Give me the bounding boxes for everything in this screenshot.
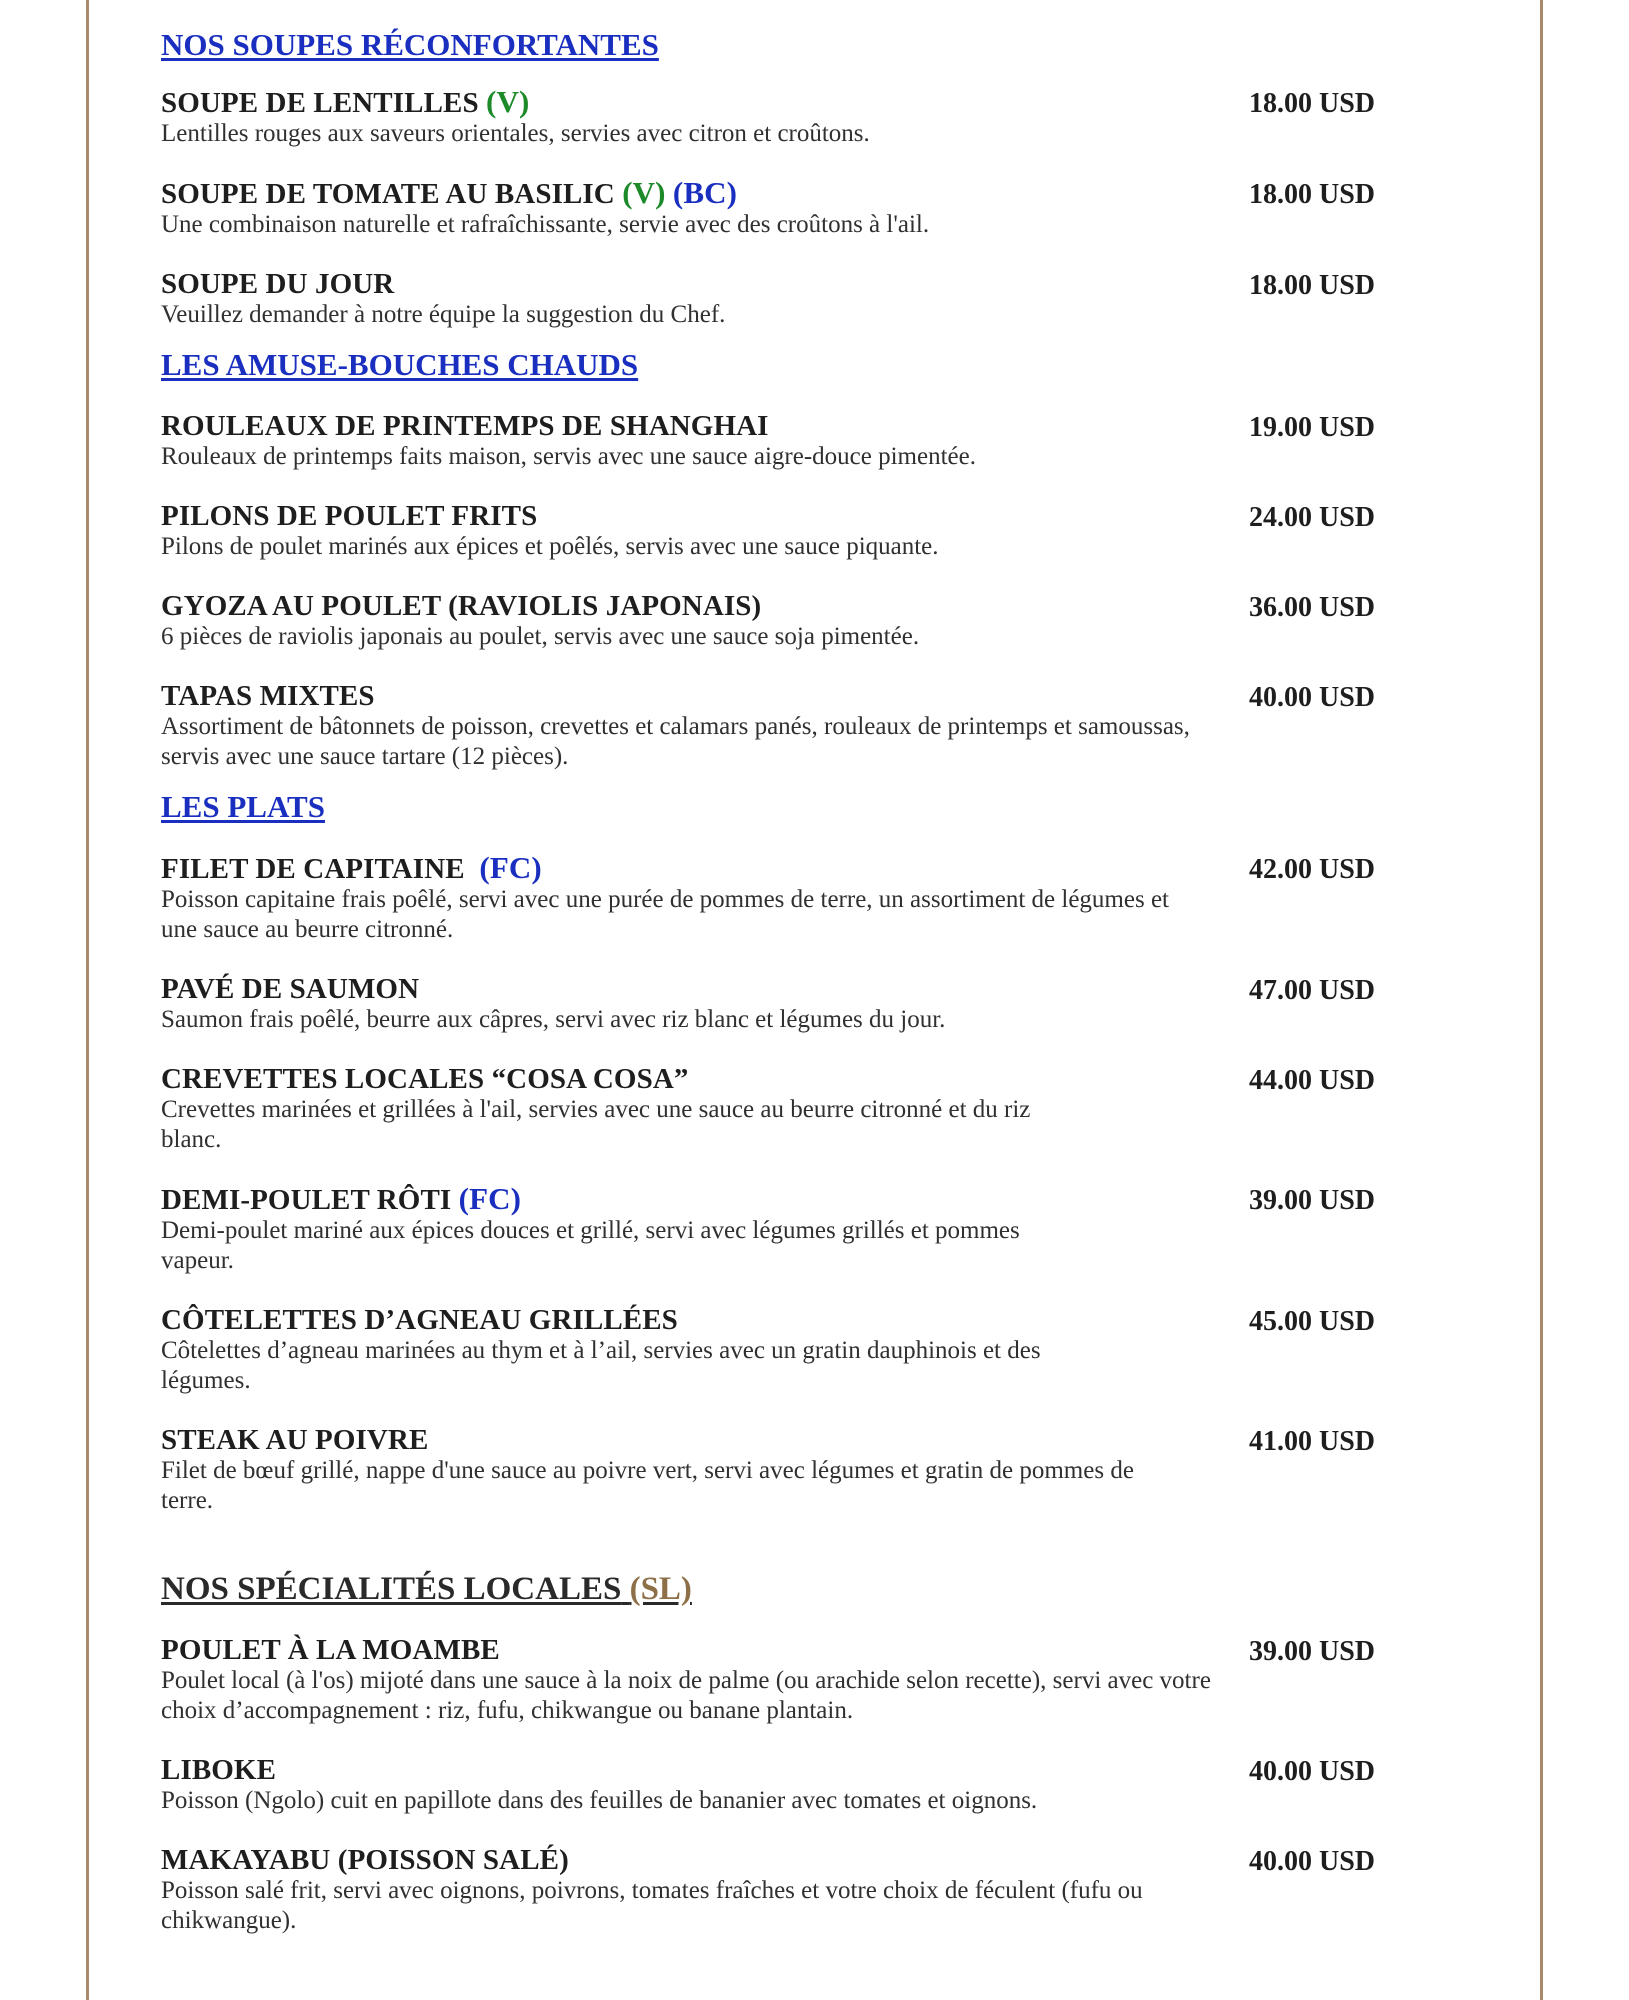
item-price: 44.00 USD [1249,1065,1376,1096]
menu-item [161,590,1391,652]
menu-item [161,680,1391,772]
item-description: Rouleaux de printemps faits maison, servis avec une sauce aigre-douce pimentée. [161,443,976,470]
item-description: Filet de bœuf grillé, nappe d'une sauce au poivre vert, servi avec légumes et gratin de pommes de terre. [161,1457,1134,1514]
item-name: SOUPE DE TOMATE AU BASILIC (V) (BC) [161,175,738,210]
item-name: MAKAYABU (POISSON SALÉ) [161,1844,569,1876]
item-name: LIBOKE [161,1754,277,1786]
item-name: SOUPE DU JOUR [161,268,395,300]
vegetarian-tag: (V) [622,175,666,210]
item-price: 40.00 USD [1249,1846,1376,1877]
menu-item [161,1844,1391,1936]
item-description: Veuillez demander à notre équipe la suggestion du Chef. [161,301,726,328]
item-name: CREVETTES LOCALES “COSA COSA” [161,1063,689,1095]
item-price: 24.00 USD [1249,502,1376,533]
section-title-mains: LES PLATS [161,789,325,824]
item-price: 19.00 USD [1249,412,1376,443]
section-title-local-specialities: NOS SPÉCIALITÉS LOCALES (SL) [161,1571,692,1607]
menu-item [161,1424,1391,1516]
vegetarian-tag: (V) [486,84,530,119]
item-price: 40.00 USD [1249,1756,1376,1787]
menu-item [161,973,1391,1035]
item-name: STEAK AU POIVRE [161,1424,429,1456]
item-price: 40.00 USD [1249,682,1376,713]
menu-item [161,410,1391,472]
page-frame-right [1540,0,1543,2000]
section-title-soups: NOS SOUPES RÉCONFORTANTES [161,27,659,62]
item-description: Une combinaison naturelle et rafraîchissante, servie avec des croûtons à l'ail. [161,211,930,238]
item-price: 45.00 USD [1249,1306,1376,1337]
menu-item [161,1754,1391,1816]
sl-tag: (SL) [629,1571,692,1607]
item-description: Côtelettes d’agneau marinées au thym et à l’ail, servies avec un gratin dauphinois et des légumes. [161,1337,1041,1394]
item-name: CÔTELETTES D’AGNEAU GRILLÉES [161,1304,678,1336]
item-price: 18.00 USD [1249,88,1376,119]
item-description: Assortiment de bâtonnets de poisson, crevettes et calamars panés, rouleaux de printemps et samoussas, servis avec une sauce tartare (12 pièces). [161,713,1190,770]
item-name: SOUPE DE LENTILLES (V) [161,84,530,119]
menu-item [161,1304,1391,1396]
menu-item [161,86,1391,149]
menu-item [161,177,1391,240]
page-frame-left [86,0,89,2000]
item-description: Demi-poulet mariné aux épices douces et grillé, servi avec légumes grillés et pommes vapeur. [161,1217,1020,1274]
item-name: PILONS DE POULET FRITS [161,500,538,532]
menu-item [161,500,1391,562]
item-name: PAVÉ DE SAUMON [161,973,420,1005]
item-description: Crevettes marinées et grillées à l'ail, servies avec une sauce au beurre citronné et du riz blanc. [161,1096,1031,1153]
item-price: 41.00 USD [1249,1426,1376,1457]
menu-item [161,1063,1391,1155]
item-name: TAPAS MIXTES [161,680,375,712]
item-description: Poisson (Ngolo) cuit en papillote dans des feuilles de bananier avec tomates et oignons. [161,1787,1038,1814]
item-price: 42.00 USD [1249,854,1376,885]
item-description: Saumon frais poêlé, beurre aux câpres, servi avec riz blanc et légumes du jour. [161,1006,946,1033]
item-price: 39.00 USD [1249,1636,1376,1667]
item-name: FILET DE CAPITAINE (FC) [161,850,542,885]
fc-tag: (FC) [479,850,542,885]
item-name: GYOZA AU POULET (RAVIOLIS JAPONAIS) [161,590,762,622]
item-price: 47.00 USD [1249,975,1376,1006]
item-description: Pilons de poulet marinés aux épices et poêlés, servis avec une sauce piquante. [161,533,939,560]
menu-content [161,24,1391,1936]
item-description: Poulet local (à l'os) mijoté dans une sauce à la noix de palme (ou arachide selon recette), servi avec votre choix d’accompagnement : riz, fufu, chikwangue ou banane plantain. [161,1667,1211,1724]
menu-item [161,1183,1391,1276]
item-price: 18.00 USD [1249,179,1376,210]
item-name: ROULEAUX DE PRINTEMPS DE SHANGHAI [161,410,769,442]
item-price: 18.00 USD [1249,270,1376,301]
menu-item [161,852,1391,945]
item-name: POULET À LA MOAMBE [161,1634,500,1666]
item-description: Poisson capitaine frais poêlé, servi avec une purée de pommes de terre, un assortiment de légumes et une sauce au beurre citronné. [161,886,1169,943]
bc-tag: (BC) [672,175,738,210]
item-price: 36.00 USD [1249,592,1376,623]
item-name: DEMI-POULET RÔTI (FC) [161,1181,522,1216]
menu-item [161,268,1391,330]
fc-tag: (FC) [458,1181,522,1216]
item-description: Lentilles rouges aux saveurs orientales, servies avec citron et croûtons. [161,120,870,147]
section-title-hot-starters: LES AMUSE-BOUCHES CHAUDS [161,347,639,382]
menu-item [161,1634,1391,1726]
item-description: 6 pièces de raviolis japonais au poulet, servis avec une sauce soja pimentée. [161,623,920,650]
item-price: 39.00 USD [1249,1185,1376,1216]
item-description: Poisson salé frit, servi avec oignons, poivrons, tomates fraîches et votre choix de féculent (fufu ou chikwangue). [161,1877,1143,1934]
